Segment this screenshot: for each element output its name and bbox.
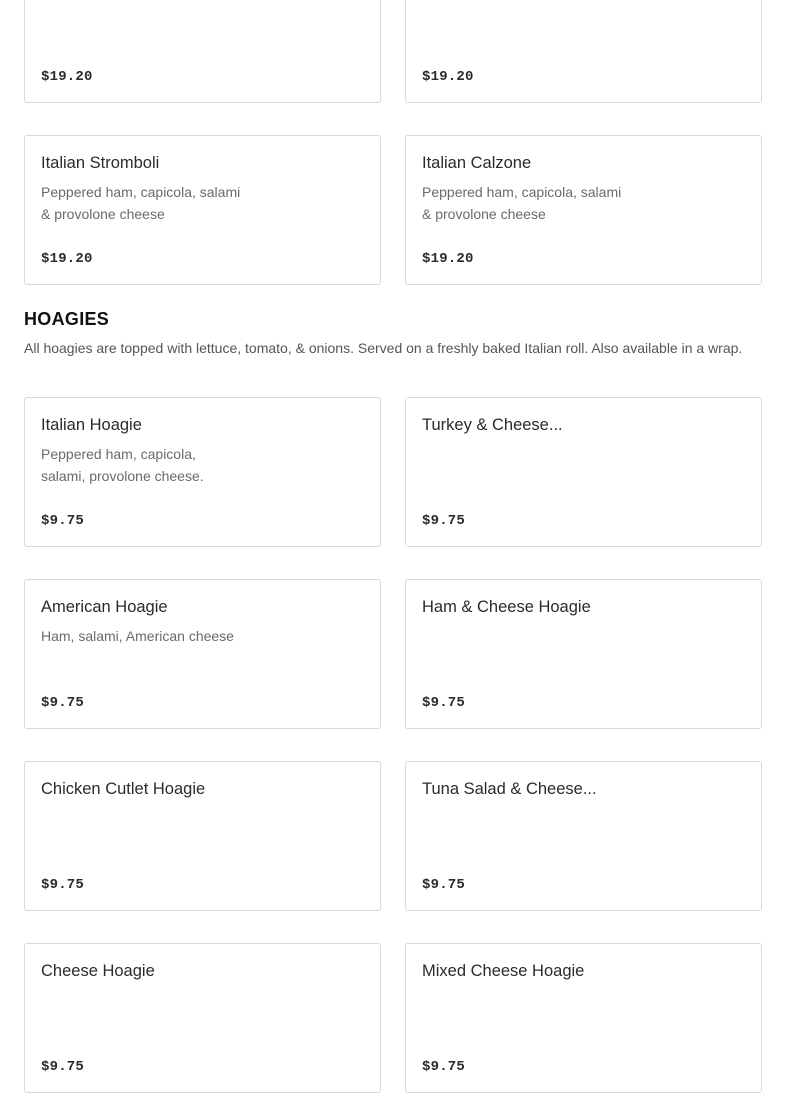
menu-item-card[interactable] xyxy=(24,397,381,547)
item-price: $9.75 xyxy=(422,1059,466,1075)
menu-item-card[interactable] xyxy=(24,0,381,103)
menu-item-card[interactable] xyxy=(405,943,762,1093)
menu-item-card[interactable] xyxy=(405,579,762,729)
item-name: Italian Hoagie xyxy=(41,416,142,434)
item-name: Italian Stromboli xyxy=(41,154,160,172)
item-name: Italian Calzone xyxy=(422,154,532,172)
section-description: All hoagies are topped with lettuce, tomato, & onions. Served on a freshly baked Italian roll. Also available in a wrap. xyxy=(24,340,743,356)
item-price: $9.75 xyxy=(41,695,85,711)
item-price: $9.75 xyxy=(422,877,466,893)
item-price: $9.75 xyxy=(41,877,85,893)
item-name: Turkey & Cheese... xyxy=(422,416,563,434)
menu-item-card[interactable] xyxy=(405,761,762,911)
item-name: Cheese Hoagie xyxy=(41,962,155,980)
item-price: $19.20 xyxy=(422,251,474,267)
item-price: $9.75 xyxy=(422,695,466,711)
menu-item-card[interactable] xyxy=(24,135,381,285)
menu-item-card[interactable] xyxy=(405,135,762,285)
item-name: Ham & Cheese Hoagie xyxy=(422,598,591,616)
item-price: $9.75 xyxy=(422,513,466,529)
menu-item-card[interactable] xyxy=(405,0,762,103)
item-description: Ham, salami, American cheese xyxy=(41,628,234,644)
item-price: $19.20 xyxy=(422,69,474,85)
menu-item-card[interactable] xyxy=(24,761,381,911)
menu-item-card[interactable] xyxy=(24,943,381,1093)
item-name: Chicken Cutlet Hoagie xyxy=(41,780,206,798)
item-description: Peppered ham, capicola, salami, provolone cheese. xyxy=(41,446,204,484)
menu-item-card[interactable] xyxy=(24,579,381,729)
item-name: Mixed Cheese Hoagie xyxy=(422,962,585,980)
item-name: Tuna Salad & Cheese... xyxy=(422,780,597,798)
item-price: $9.75 xyxy=(41,1059,85,1075)
item-price: $19.20 xyxy=(41,69,93,85)
section-title: HOAGIES xyxy=(24,309,110,329)
item-name: American Hoagie xyxy=(41,598,168,616)
item-description: Peppered ham, capicola, salami & provolone cheese xyxy=(422,184,622,222)
item-price: $9.75 xyxy=(41,513,85,529)
item-description: Peppered ham, capicola, salami & provolone cheese xyxy=(41,184,241,222)
menu-item-card[interactable] xyxy=(405,397,762,547)
item-price: $19.20 xyxy=(41,251,93,267)
